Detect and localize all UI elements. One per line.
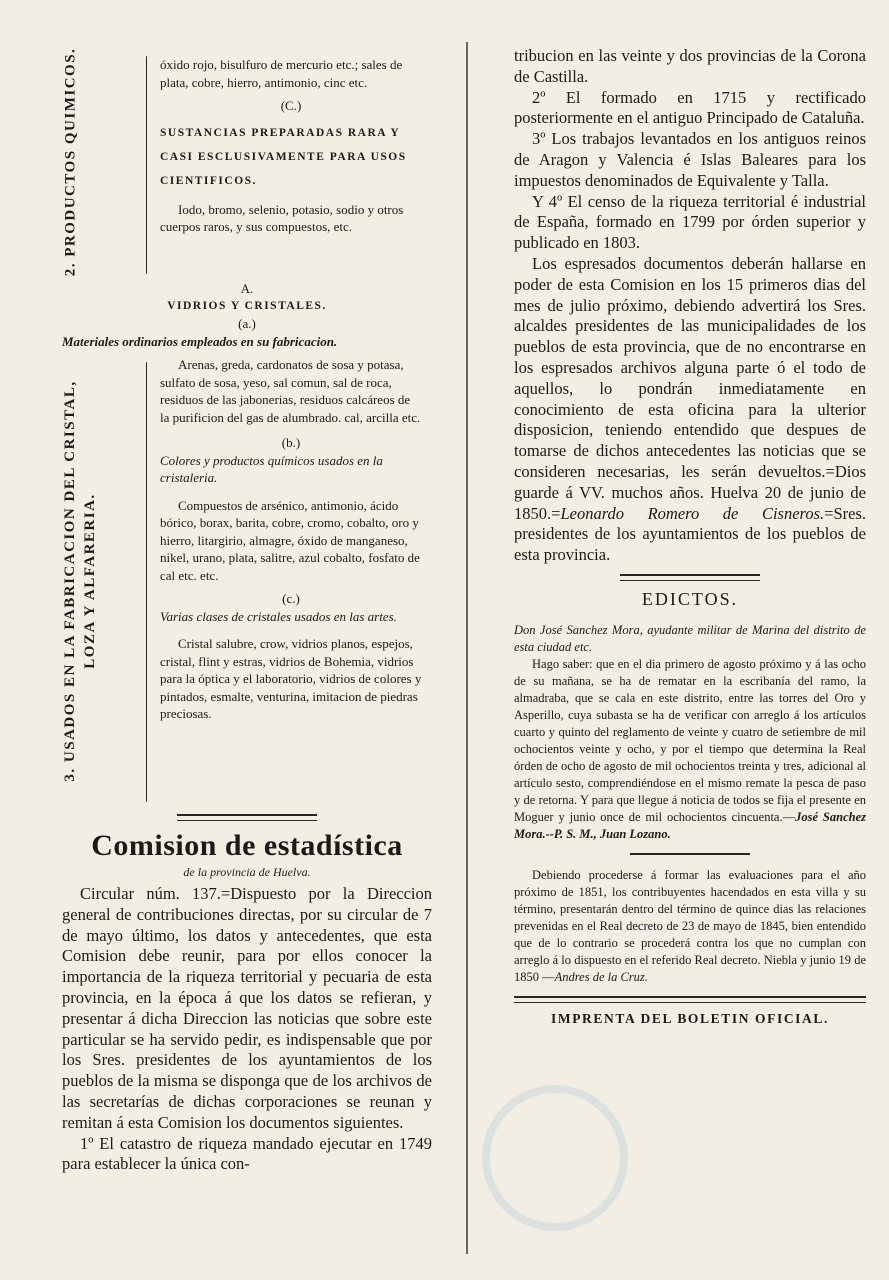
edicto-header: Don José Sanchez Mora, ayudante militar de Marina del distrito de esta ciudad etc. [514,622,866,654]
section-cristal [62,356,432,806]
circular-body [62,884,432,1175]
sec2-intro: óxido rojo, bisulfuro de mercurio etc.; sales de plata, cobre, hierro, antimonio, cinc etc. [160,57,403,90]
sec3-a-title: VIDRIOS Y CRISTALES. [167,299,327,312]
circular-cont-1: tribucion en las veinte y dos provincias de la Corona de Castilla. [514,46,866,86]
sec2-c-text: Iodo, bromo, selenio, potasio, sodio y otros cuerpos raros, y sus compuestos, etc. [160,201,404,234]
closing-signature: Leonardo Romero de Cisneros. [560,503,825,523]
niebla-paragraph [514,867,866,986]
section-3-vertical-label [62,356,98,806]
section-2-brace [146,56,147,274]
niebla-text: Debiendo procederse á formar las evaluaciones para el año próximo de 1851, los contribuyentes hacendados en esta villa y su término, presentarán dentro del término de quince dias las relaciones prevenidas en el Real decreto de 23 de mayo de 1845, bien entendido que de lo contrario se procederá contra los que no cumplan con arreglo á lo dispuesto en el referido Real decreto. Niebla y junio 19 de 1850 — [514,867,866,984]
circular-paragraph-2: 1º El catastro de riqueza mandado ejecutar en 1749 para establecer la única con- [62,1133,432,1174]
section-productos-quimicos [62,46,432,278]
edicto-body [514,622,866,843]
divider-ornament-2 [620,574,760,581]
section-3-body [160,356,422,723]
closing-text: Los espresados documentos deberán hallarse en poder de esta Comision en los 15 primeros dias del mes de julio próximo, debiendo advertirá los Sres. alcaldes presidentes de las municipalidades de los pueblos de esta provincia, que de no encontrarse en los espresados archivos alguna parte ó el todo de aquellos, lo pondrán inmediatamente en conocimiento de esta oficina para la ulterior disposicion, teniendo entendido que despues de tomarse de dichos antecedentes las noticias que se consideren necesarias, les serán devueltos.=Dios guarde á VV. muchos años. Huelva 20 de junio de 1850.= [514,253,866,523]
printer-footer: IMPRENTA DEL BOLETIN OFICIAL. [551,1010,829,1026]
circular-continuation [514,46,866,566]
circular-paragraph-1: Circular núm. 137.=Dispuesto por la Direccion general de contribuciones directas, por su circular de 7 de mayo último, los datos y antecedentes, que esta Comision debe reunir, para por ellos conocer la importancia de la riqueza territorial y pecuaria de esta provincia, en la época á que los datos se refieran, y presentar á dicha Direccion las noticias que sobre este particular se ha servido pedir, es indispensable que por los Sres. presidentes de los ayuntamientos de los pueblos de la misma se disponga que de los archivos de las secretarías de dichas corporaciones se reunan y remitan á esta Comision los documentos siguientes. [62,884,432,1132]
sec3-c-letter: (c.) [282,591,300,606]
sec3-b-text: Compuestos de arsénico, antimonio, ácido bórico, borax, barita, cobre, cromo, cobalto, oro y hierro, litargirio, almagre, óxido de manganeso, nikel, urano, plata, salitre, azul cobalto, fosfato de cal etc. etc. [160,497,420,583]
section-3-brace [146,362,147,802]
sec3-c-heading: Varias clases de cristales usados en las artes. [160,608,397,624]
sec3-a-mark: A. [240,281,254,296]
right-column [514,46,866,1260]
edictos-heading: EDICTOS. [641,588,739,609]
sec3-b-heading: Colores y productos químicos usados en la cristaleria. [160,452,383,485]
section-2-body [160,56,422,236]
item-3: 3º Los trabajos levantados en los antiguos reinos de Aragon y Valencia é Islas Baleares para los impuestos denominados de Equivalente y Talla. [514,129,866,190]
sec3-b-letter: (b.) [281,435,301,450]
divider-ornament-3 [630,853,750,857]
sec3-a-small-letter: (a.) [238,316,256,331]
article-subtitle: de la provincia de Huelva. [183,865,311,879]
edicto-main-text: Hago saber: que en el dia primero de agosto próximo y á las ocho de su mañana, se ha de rematar en la escribanía del ramo, la almadraba, que se cala en este distrito, entre las torres del Oro y Asperillo, cuya subasta se ha de verificar con arreglo á los artículos cuarto y quinto del reglamento de veinte y cuatro de setiembre de mil ochocientos veinte y ocho, y por el tiempo que determina la Real órden de ocho de agosto de mil ochocientos treinta y tres, adicional al artículo sesto, comprendiéndose en el mismo remate la pesca de paso y de retorna. Y para que llegue á noticia de todos se fija el presente en Moguer y junio once de mil ochocientos cincuenta.— [514,656,866,824]
left-column [62,46,432,1260]
section-2-vertical-label [62,46,80,278]
article-title: Comision de estadística [91,829,403,862]
item-2: 2º El formado en 1715 y rectificado posteriormente en el antiguo Principado de Cataluña. [514,87,866,128]
section-3-label-text: 3. USADOS EN LA FABRICACION DEL CRISTAL, LOZA Y ALFARERIA. [62,380,98,782]
sec3-c-text: Cristal salubre, crow, vidrios planos, espejos, cristal, flint y estras, vidrios de Bohemia, vidrios para la óptica y el laboratorio, vidrios de colores y pintados, esmalte, venturina, imitacion de piedras preciosas. [160,636,422,721]
closing-paragraph [514,254,866,566]
niebla-notice [514,867,866,986]
closing-addressees: =Sres. presidentes de los ayuntamientos de los pueblos de esta provincia. [514,503,866,565]
sec3-a-text: Arenas, greda, cardonatos de sosa y potasa, sulfato de sosa, yeso, sal comun, sal de roca, residuos de las jabonerias, residuos calcáreos de la purificion del gas de alumbrado. cal, arcilla etc. [160,357,421,425]
edicto-signature: José Sanchez Mora.--P. S. M., Juan Lozano. [514,809,866,841]
divider-ornament [177,814,317,821]
item-4: Y 4º El censo de la riqueza territorial é industrial de España, formado en 1799 por órden superior y publicado en 1803. [514,191,866,253]
section-2-label-text: 2. PRODUCTOS QUIMICOS. [62,47,79,277]
sec2-c-letter: (C.) [280,98,302,113]
sec3-a-header [62,280,432,350]
sec2-c-heading: SUSTANCIAS PREPARADAS RARA Y CASI ESCLUSIVAMENTE PARA USOS CIENTIFICOS. [160,126,407,187]
footer-rule [514,996,866,1003]
niebla-signature: Andres de la Cruz. [554,969,648,984]
sec3-a-subtitle: Materiales ordinarios empleados en su fabricacion. [62,333,338,349]
edicto-text [514,656,866,843]
column-divider [466,42,468,1254]
